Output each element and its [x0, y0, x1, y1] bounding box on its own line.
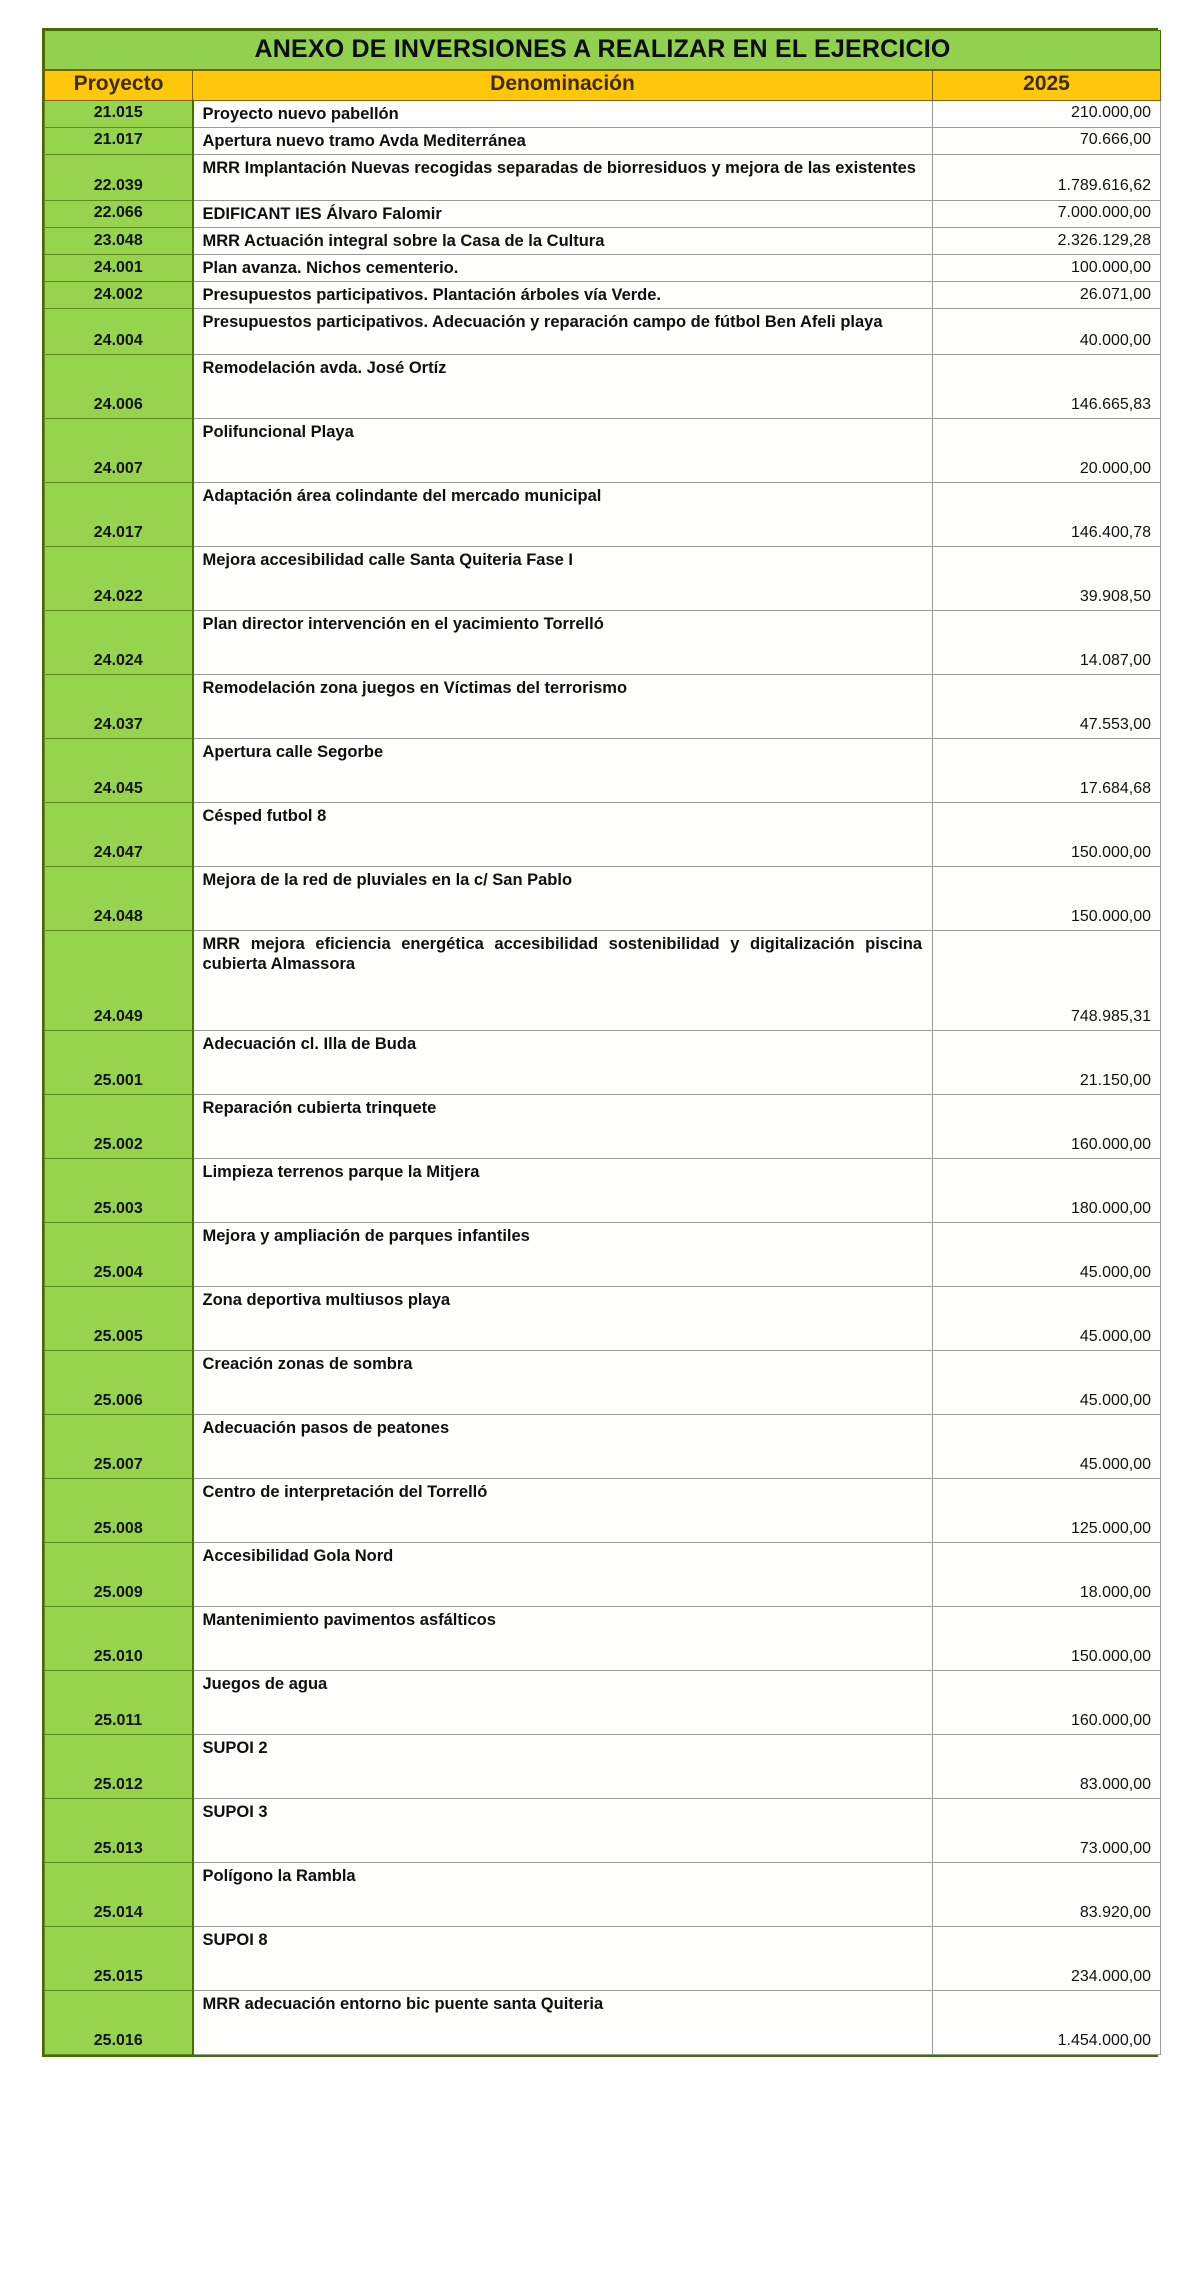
cell-importe: 45.000,00 — [933, 1223, 1161, 1287]
cell-proyecto: 22.066 — [45, 200, 193, 227]
cell-importe: 73.000,00 — [933, 1799, 1161, 1863]
column-header-denominacion-label: Denominación — [490, 72, 635, 96]
cell-denominacion: Creación zonas de sombra — [193, 1351, 933, 1415]
cell-denominacion: Limpieza terrenos parque la Mitjera — [193, 1159, 933, 1223]
cell-proyecto: 24.022 — [45, 547, 193, 611]
cell-importe: 83.000,00 — [933, 1735, 1161, 1799]
cell-denominacion: Juegos de agua — [193, 1671, 933, 1735]
column-header-denominacion — [193, 70, 933, 100]
cell-proyecto: 24.006 — [45, 355, 193, 419]
cell-denominacion: Reparación cubierta trinquete — [193, 1095, 933, 1159]
table-row — [45, 1671, 1161, 1735]
cell-denominacion: Plan director intervención en el yacimiento Torrelló — [193, 611, 933, 675]
cell-importe: 45.000,00 — [933, 1287, 1161, 1351]
table-row — [45, 1607, 1161, 1671]
table-row — [45, 1927, 1161, 1991]
cell-importe: 160.000,00 — [933, 1671, 1161, 1735]
table-row — [45, 547, 1161, 611]
cell-denominacion: Apertura nuevo tramo Avda Mediterránea — [193, 127, 933, 154]
cell-denominacion: Mantenimiento pavimentos asfálticos — [193, 1607, 933, 1671]
cell-importe: 40.000,00 — [933, 309, 1161, 355]
cell-proyecto: 24.045 — [45, 739, 193, 803]
cell-proyecto: 24.004 — [45, 309, 193, 355]
table-row — [45, 1031, 1161, 1095]
cell-importe: 47.553,00 — [933, 675, 1161, 739]
cell-denominacion: Apertura calle Segorbe — [193, 739, 933, 803]
cell-denominacion: Plan avanza. Nichos cementerio. — [193, 255, 933, 282]
table-row — [45, 1991, 1161, 2055]
cell-denominacion: Zona deportiva multiusos playa — [193, 1287, 933, 1351]
cell-importe: 146.400,78 — [933, 483, 1161, 547]
table-row — [45, 1799, 1161, 1863]
cell-importe: 18.000,00 — [933, 1543, 1161, 1607]
table-body — [45, 100, 1161, 2055]
column-header-proyecto — [45, 70, 193, 100]
table-row — [45, 355, 1161, 419]
table-header — [45, 31, 1161, 101]
table-row — [45, 675, 1161, 739]
cell-proyecto: 25.003 — [45, 1159, 193, 1223]
table-row — [45, 309, 1161, 355]
cell-importe: 160.000,00 — [933, 1095, 1161, 1159]
cell-importe: 45.000,00 — [933, 1415, 1161, 1479]
cell-proyecto: 24.017 — [45, 483, 193, 547]
cell-importe: 234.000,00 — [933, 1927, 1161, 1991]
cell-denominacion: Mejora y ampliación de parques infantiles — [193, 1223, 933, 1287]
cell-denominacion: Centro de interpretación del Torrelló — [193, 1479, 933, 1543]
cell-importe: 20.000,00 — [933, 419, 1161, 483]
table-row — [45, 1479, 1161, 1543]
cell-denominacion: Adecuación pasos de peatones — [193, 1415, 933, 1479]
investments-annex-table-container — [42, 28, 1158, 2057]
cell-importe: 1.789.616,62 — [933, 154, 1161, 200]
table-row — [45, 227, 1161, 254]
cell-denominacion: Césped futbol 8 — [193, 803, 933, 867]
table-row — [45, 1159, 1161, 1223]
cell-denominacion: Proyecto nuevo pabellón — [193, 100, 933, 127]
cell-denominacion: Presupuestos participativos. Adecuación y reparación campo de fútbol Ben Afeli playa — [193, 309, 933, 355]
table-row — [45, 1223, 1161, 1287]
cell-proyecto: 23.048 — [45, 227, 193, 254]
cell-importe: 1.454.000,00 — [933, 1991, 1161, 2055]
investments-annex-table — [44, 30, 1161, 2055]
cell-proyecto: 24.001 — [45, 255, 193, 282]
cell-importe: 2.326.129,28 — [933, 227, 1161, 254]
cell-importe: 17.684,68 — [933, 739, 1161, 803]
table-row — [45, 1287, 1161, 1351]
cell-denominacion: Presupuestos participativos. Plantación árboles vía Verde. — [193, 282, 933, 309]
cell-denominacion: Mejora accesibilidad calle Santa Quiteria Fase I — [193, 547, 933, 611]
cell-proyecto: 25.011 — [45, 1671, 193, 1735]
cell-proyecto: 25.001 — [45, 1031, 193, 1095]
cell-proyecto: 25.013 — [45, 1799, 193, 1863]
cell-denominacion: EDIFICANT IES Álvaro Falomir — [193, 200, 933, 227]
cell-denominacion: SUPOI 8 — [193, 1927, 933, 1991]
cell-denominacion: MRR Implantación Nuevas recogidas separadas de biorresiduos y mejora de las existentes — [193, 154, 933, 200]
table-row — [45, 1095, 1161, 1159]
table-row — [45, 1543, 1161, 1607]
cell-denominacion: Polifuncional Playa — [193, 419, 933, 483]
cell-importe: 7.000.000,00 — [933, 200, 1161, 227]
column-header-year-label: 2025 — [1023, 72, 1070, 96]
cell-proyecto: 24.048 — [45, 867, 193, 931]
table-row — [45, 739, 1161, 803]
cell-proyecto: 25.005 — [45, 1287, 193, 1351]
column-header-proyecto-label: Proyecto — [73, 72, 164, 96]
cell-denominacion: MRR mejora eficiencia energética accesibilidad sostenibilidad y digitalización piscina cubierta Almassora — [193, 931, 933, 1031]
cell-proyecto: 24.024 — [45, 611, 193, 675]
cell-proyecto: 24.007 — [45, 419, 193, 483]
table-row — [45, 867, 1161, 931]
cell-denominacion: Mejora de la red de pluviales en la c/ San Pablo — [193, 867, 933, 931]
cell-importe: 14.087,00 — [933, 611, 1161, 675]
cell-proyecto: 21.015 — [45, 100, 193, 127]
cell-importe: 150.000,00 — [933, 803, 1161, 867]
cell-denominacion: Remodelación zona juegos en Víctimas del terrorismo — [193, 675, 933, 739]
table-row — [45, 931, 1161, 1031]
cell-importe: 748.985,31 — [933, 931, 1161, 1031]
table-row — [45, 100, 1161, 127]
cell-importe: 83.920,00 — [933, 1863, 1161, 1927]
cell-denominacion: Remodelación avda. José Ortíz — [193, 355, 933, 419]
cell-proyecto: 24.049 — [45, 931, 193, 1031]
table-row — [45, 1351, 1161, 1415]
table-row — [45, 611, 1161, 675]
table-row — [45, 127, 1161, 154]
cell-proyecto: 25.007 — [45, 1415, 193, 1479]
cell-importe: 70.666,00 — [933, 127, 1161, 154]
cell-proyecto: 21.017 — [45, 127, 193, 154]
table-row — [45, 200, 1161, 227]
cell-denominacion: Adaptación área colindante del mercado municipal — [193, 483, 933, 547]
table-title-cell — [45, 31, 1161, 71]
cell-proyecto: 24.002 — [45, 282, 193, 309]
cell-denominacion: SUPOI 3 — [193, 1799, 933, 1863]
table-row — [45, 1735, 1161, 1799]
cell-proyecto: 25.006 — [45, 1351, 193, 1415]
cell-proyecto: 25.004 — [45, 1223, 193, 1287]
cell-importe: 180.000,00 — [933, 1159, 1161, 1223]
cell-proyecto: 25.010 — [45, 1607, 193, 1671]
table-row — [45, 154, 1161, 200]
cell-denominacion: Accesibilidad Gola Nord — [193, 1543, 933, 1607]
table-row — [45, 803, 1161, 867]
column-header-year — [933, 70, 1161, 100]
cell-proyecto: 22.039 — [45, 154, 193, 200]
cell-importe: 150.000,00 — [933, 867, 1161, 931]
table-row — [45, 255, 1161, 282]
table-row — [45, 282, 1161, 309]
cell-proyecto: 25.002 — [45, 1095, 193, 1159]
cell-importe: 125.000,00 — [933, 1479, 1161, 1543]
cell-denominacion: Adecuación cl. Illa de Buda — [193, 1031, 933, 1095]
cell-importe: 45.000,00 — [933, 1351, 1161, 1415]
cell-denominacion: MRR adecuación entorno bic puente santa Quiteria — [193, 1991, 933, 2055]
cell-proyecto: 25.008 — [45, 1479, 193, 1543]
cell-proyecto: 25.009 — [45, 1543, 193, 1607]
cell-importe: 146.665,83 — [933, 355, 1161, 419]
table-row — [45, 1415, 1161, 1479]
cell-proyecto: 25.015 — [45, 1927, 193, 1991]
page-title: ANEXO DE INVERSIONES A REALIZAR EN EL EJERCICIO — [254, 35, 951, 63]
cell-denominacion: Polígono la Rambla — [193, 1863, 933, 1927]
table-row — [45, 483, 1161, 547]
cell-importe: 26.071,00 — [933, 282, 1161, 309]
table-title-row — [45, 31, 1161, 71]
column-header-row — [45, 70, 1161, 100]
table-row — [45, 1863, 1161, 1927]
cell-denominacion: MRR Actuación integral sobre la Casa de la Cultura — [193, 227, 933, 254]
cell-importe: 100.000,00 — [933, 255, 1161, 282]
cell-proyecto: 24.037 — [45, 675, 193, 739]
cell-importe: 150.000,00 — [933, 1607, 1161, 1671]
cell-proyecto: 25.016 — [45, 1991, 193, 2055]
table-row — [45, 419, 1161, 483]
cell-importe: 21.150,00 — [933, 1031, 1161, 1095]
cell-proyecto: 25.012 — [45, 1735, 193, 1799]
cell-importe: 210.000,00 — [933, 100, 1161, 127]
cell-importe: 39.908,50 — [933, 547, 1161, 611]
cell-denominacion: SUPOI 2 — [193, 1735, 933, 1799]
cell-proyecto: 25.014 — [45, 1863, 193, 1927]
cell-proyecto: 24.047 — [45, 803, 193, 867]
